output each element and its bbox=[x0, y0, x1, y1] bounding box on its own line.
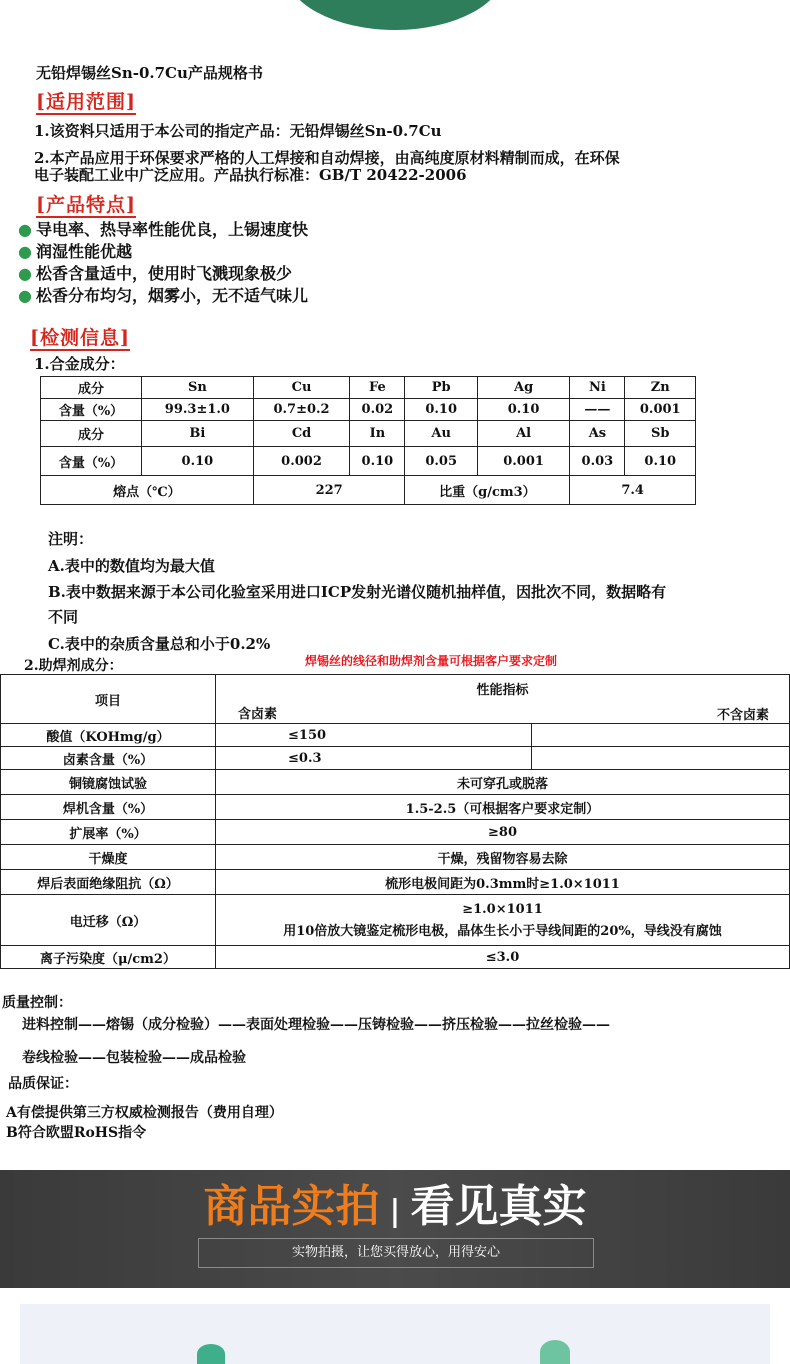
table-cell: 成分 bbox=[41, 377, 142, 399]
table-row bbox=[1, 795, 790, 820]
table-header-no-halogen: 不含卤素 bbox=[716, 708, 769, 723]
notes-heading: 注明： bbox=[48, 530, 94, 548]
banner-subtitle: 实物拍摄，让您买得放心，用得安心 bbox=[198, 1238, 594, 1268]
density-label: 比重（g/cm3） bbox=[405, 476, 570, 505]
note-c: C.表中的杂质含量总和小于0.2% bbox=[48, 635, 271, 653]
table-cell: 0.03 bbox=[570, 447, 625, 476]
table-cell: ≤0.3 bbox=[216, 747, 532, 770]
table-cell: 卤素含量（%） bbox=[1, 747, 216, 770]
feature-item: ● 润湿性能优越 bbox=[18, 242, 132, 261]
table-cell: 0.05 bbox=[405, 447, 477, 476]
product-photo bbox=[20, 1304, 770, 1364]
table-cell: 铜镜腐蚀试验 bbox=[1, 770, 216, 795]
feature-item: ● 松香分布均匀，烟雾小，无不适气味儿 bbox=[18, 286, 308, 305]
table-cell: Sn bbox=[142, 377, 254, 399]
table-cell: 0.10 bbox=[625, 447, 696, 476]
top-decorative-shape bbox=[285, 0, 505, 30]
table-cell bbox=[532, 747, 790, 770]
table-cell: Bi bbox=[142, 421, 254, 447]
product-photo-detail bbox=[197, 1344, 225, 1364]
table-cell: Sb bbox=[625, 421, 696, 447]
scope-line-1: 1.该资料只适用于本公司的指定产品：无铅焊锡丝Sn-0.7Cu bbox=[34, 122, 442, 140]
quality-flow-line-1: 进料控制——熔锡（成分检验）——表面处理检验——压铸检验——挤压检验——拉丝检验—— bbox=[22, 1017, 610, 1033]
table-cell: Cu bbox=[253, 377, 350, 399]
table-cell: 0.10 bbox=[477, 399, 569, 421]
alloy-title: 1.合金成分： bbox=[34, 355, 125, 373]
document-title: 无铅焊锡丝Sn-0.7Cu产品规格书 bbox=[36, 64, 263, 82]
bullet-icon: ● bbox=[18, 264, 32, 283]
table-cell: 酸值（KOHmg/g） bbox=[1, 724, 216, 747]
table-row bbox=[1, 820, 790, 845]
table-cell: —— bbox=[570, 399, 625, 421]
table-cell: 梳形电极间距为0.3mm时≥1.0×1011 bbox=[216, 870, 790, 895]
table-cell: 0.002 bbox=[253, 447, 350, 476]
table-cell: 0.02 bbox=[350, 399, 405, 421]
table-cell: Pb bbox=[405, 377, 477, 399]
alloy-table bbox=[40, 376, 696, 505]
table-row bbox=[1, 845, 790, 870]
table-cell: 未可穿孔或脱落 bbox=[216, 770, 790, 795]
note-a: A.表中的数值均为最大值 bbox=[48, 557, 215, 575]
table-subheader bbox=[216, 701, 790, 724]
table-cell: 电迁移（Ω） bbox=[1, 895, 216, 946]
table-row bbox=[1, 946, 790, 969]
table-header-item: 项目 bbox=[1, 675, 216, 724]
table-cell: Au bbox=[405, 421, 477, 447]
quality-heading: 质量控制： bbox=[2, 995, 72, 1011]
note-b-line-2: 不同 bbox=[48, 608, 79, 626]
features-heading: [产品特点] bbox=[36, 194, 136, 216]
banner-title-right: 看见真实 bbox=[410, 1181, 587, 1232]
table-cell: Al bbox=[477, 421, 569, 447]
product-photo-detail bbox=[540, 1340, 570, 1364]
table-cell: 0.001 bbox=[625, 399, 696, 421]
table-cell: As bbox=[570, 421, 625, 447]
table-cell: 含量（%） bbox=[41, 399, 142, 421]
table-cell: 0.10 bbox=[405, 399, 477, 421]
bullet-icon: ● bbox=[18, 286, 32, 305]
table-cell: 干燥，残留物容易去除 bbox=[216, 845, 790, 870]
table-cell bbox=[532, 724, 790, 747]
banner-separator: | bbox=[389, 1194, 401, 1229]
table-row bbox=[1, 747, 790, 770]
table-cell: ≥80 bbox=[216, 820, 790, 845]
quality-flow-line-2: 卷线检验——包装检验——成品检验 bbox=[22, 1050, 246, 1066]
table-cell: 0.001 bbox=[477, 447, 569, 476]
table-cell: Ni bbox=[570, 377, 625, 399]
table-row bbox=[41, 421, 696, 447]
testing-heading: [检测信息] bbox=[30, 327, 130, 349]
flux-title: 2.助焊剂成分： bbox=[24, 658, 123, 674]
feature-item: ● 松香含量适中，使用时飞溅现象极少 bbox=[18, 264, 292, 283]
bullet-icon: ● bbox=[18, 242, 32, 261]
customization-note: 焊锡丝的线径和助焊剂含量可根据客户要求定制 bbox=[305, 654, 558, 668]
table-cell: 焊后表面绝缘阻抗（Ω） bbox=[1, 870, 216, 895]
table-cell: Zn bbox=[625, 377, 696, 399]
table-cell: 离子污染度（μ/cm2） bbox=[1, 946, 216, 969]
table-cell: 干燥度 bbox=[1, 845, 216, 870]
scope-heading: [适用范围] bbox=[36, 91, 136, 113]
table-cell: ≤150 bbox=[216, 724, 532, 747]
table-cell: 99.3±1.0 bbox=[142, 399, 254, 421]
table-row bbox=[1, 770, 790, 795]
banner-title-left: 商品实拍 bbox=[203, 1181, 380, 1232]
melting-point-value: 227 bbox=[253, 476, 405, 505]
note-b-line-1: B.表中数据来源于本公司化验室采用进口ICP发射光谱仪随机抽样值，因批次不同，数据略有 bbox=[48, 583, 667, 601]
table-cell: 1.5-2.5（可根据客户要求定制） bbox=[216, 795, 790, 820]
features-list bbox=[18, 219, 308, 307]
table-row bbox=[1, 870, 790, 895]
scope-line-2a: 2.本产品应用于环保要求严格的人工焊接和自动焊接，由高纯度原材料精制而成，在环保 bbox=[34, 149, 620, 167]
table-cell: 成分 bbox=[41, 421, 142, 447]
table-header-halogen: 含卤素 bbox=[238, 706, 278, 722]
feature-item: ● 导电率、热导率性能优良，上锡速度快 bbox=[18, 220, 308, 239]
table-cell: ≤3.0 bbox=[216, 946, 790, 969]
migration-line-1: ≥1.0×1011 bbox=[462, 901, 543, 917]
table-cell: 0.7±0.2 bbox=[253, 399, 350, 421]
table-row bbox=[41, 399, 696, 421]
assurance-b: B符合欧盟RoHS指令 bbox=[6, 1125, 147, 1141]
density-value: 7.4 bbox=[570, 476, 696, 505]
migration-line-2: 用10倍放大镜鉴定梳形电极，晶体生长小于导线间距的20%，导线没有腐蚀 bbox=[283, 923, 722, 939]
bullet-icon: ● bbox=[18, 220, 32, 239]
table-cell: 扩展率（%） bbox=[1, 820, 216, 845]
table-cell: 0.10 bbox=[350, 447, 405, 476]
table-cell: Fe bbox=[350, 377, 405, 399]
table-cell bbox=[216, 895, 790, 946]
table-row bbox=[41, 377, 696, 399]
table-header-performance: 性能指标 bbox=[216, 675, 790, 702]
scope-line-2b: 电子装配工业中广泛应用。产品执行标准：GB/T 20422-2006 bbox=[34, 166, 467, 184]
table-cell: Cd bbox=[253, 421, 350, 447]
table-cell: Ag bbox=[477, 377, 569, 399]
table-cell: 0.10 bbox=[142, 447, 254, 476]
table-row bbox=[1, 675, 790, 702]
table-cell: 含量（%） bbox=[41, 447, 142, 476]
melting-point-label: 熔点（℃） bbox=[41, 476, 254, 505]
table-cell: 焊机含量（%） bbox=[1, 795, 216, 820]
table-row bbox=[1, 724, 790, 747]
assurance-heading: 品质保证： bbox=[8, 1076, 78, 1092]
flux-table bbox=[0, 674, 790, 969]
table-row bbox=[41, 447, 696, 476]
banner-title bbox=[0, 1178, 790, 1241]
table-row bbox=[1, 895, 790, 946]
assurance-a: A有偿提供第三方权威检测报告（费用自理） bbox=[6, 1105, 283, 1121]
table-cell: In bbox=[350, 421, 405, 447]
table-row bbox=[41, 476, 696, 505]
